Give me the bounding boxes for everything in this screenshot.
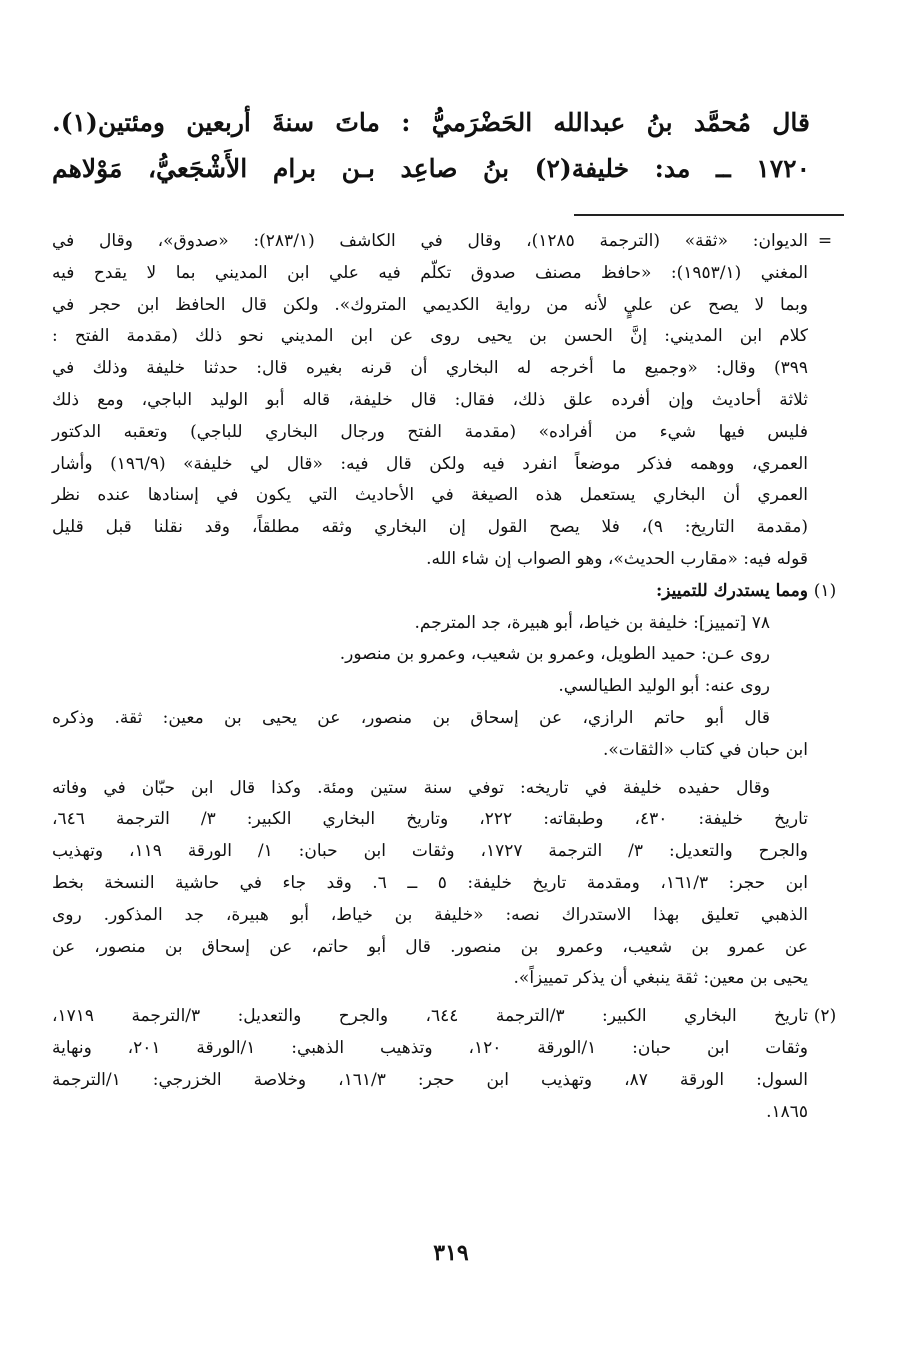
footnote-line: قوله فيه: «مقارب الحديث»، وهو الصواب إن شاء الله. xyxy=(426,548,808,569)
footnote-line: السول: الورقة ٨٧، وتهذيب ابن حجر: ١٦١/٣، وخلاصة الخزرجي: ١/الترجمة xyxy=(52,1069,809,1090)
tamyiz-entry-line: ٧٨ [تمييز]: خليفة بن خياط، أبو هبيرة، جد المترجم. xyxy=(414,612,770,633)
main-text-line: قال مُحمَّد بنُ عبدالله الحَضْرَميُّ : ماتَ سنةَ أربعين ومئتين(١). xyxy=(52,108,810,137)
footnote-line: كلام ابن المديني: إنَّ الحسن بن يحيى روى عن ابن المديني نحو ذلك (مقدمة الفتح : xyxy=(52,326,808,347)
footnotes-section xyxy=(52,226,842,1128)
footnote-line: العمري أن البخاري يستعمل هذه الصيغة في الأحاديث التي يكون في إسنادها عنده نظر xyxy=(52,485,808,506)
footnote-line: وبما لا يصح عن عليٍ لأنه من رواية الكديمي المتروك». ولكن قال الحافظ ابن حجر في xyxy=(52,294,808,315)
footnote-1 xyxy=(52,576,842,995)
footnote-line: العمري، ووهمه فذكر موضعاً انفرد فيه ولكن قال فيه: «قال لي خليفة» (١٩٦/٩) وأشار xyxy=(52,453,808,474)
footnote-line: (مقدمة التاريخ: ٩)، فلا يصح القول إن البخاري وثقه مطلقاً، وقد نقلنا قبل قليل xyxy=(52,517,808,538)
footnote-1-marker: (١) xyxy=(813,580,837,601)
footnote-continuation-body xyxy=(52,226,808,576)
footnote-2-body xyxy=(52,1001,808,1128)
footnote-line: ٣٩٩) وقال: «وجميع ما أخرجه له البخاري أن قرنه بغيره قال: حدثنا خليفة وذلك في xyxy=(52,358,808,379)
tamyiz-entry-line: روى عـن: حميد الطويل، وعمرو بن شعيب، وعمرو بن منصور. xyxy=(339,644,770,665)
main-text-line: ١٧٢٠ ــ مد: خليفة(٢) بنُ صاعِد بـن برام الأَشْجَعيُّ، مَوْلاهم xyxy=(52,154,811,183)
footnote-2-marker: (٢) xyxy=(813,1006,837,1027)
footnote-line: الديوان: «ثقة» (الترجمة ١٢٨٥)، وقال في الكاشف (٢٨٣/١): «صدوق»، وقال في xyxy=(52,231,809,251)
footnote-line: وثقات ابن حبان: ١/الورقة ١٢٠، وتذهيب الذهبي: ١/الورقة ٢٠١، ونهاية xyxy=(52,1037,808,1058)
main-text-block xyxy=(52,100,810,192)
footnote-2 xyxy=(52,1001,842,1128)
commentary-line: والجرح والتعديل: ٣/ الترجمة ١٧٢٧، وثقات ابن حبان: ١/ الورقة ١١٩، وتهذيب xyxy=(52,841,809,862)
commentary-line: ابن حجر: ١٦١/٣، ومقدمة تاريخ خليفة: ٥ ــ ٦. وقد جاء في حاشية النسخة بخط xyxy=(52,872,809,893)
tamyiz-entry-line: ابن حبان في كتاب «الثقات». xyxy=(602,739,808,760)
footnote-line: تاريخ البخاري الكبير: ٣/الترجمة ٦٤٤، والجرح والتعديل: ٣/الترجمة ١٧١٩، xyxy=(52,1006,808,1027)
commentary-line: عن عمرو بن شعيب، وعمرو بن منصور. قال أبو حاتم، عن إسحاق بن منصور، عن xyxy=(52,936,808,957)
footnote-continuation xyxy=(52,226,842,576)
footnote-line: المغني (١٩٥٣/١): «حافظ مصنف صدوق تكلّم فيه علي ابن المديني بما لا يقدح فيه xyxy=(52,262,808,283)
commentary-line: يحيى بن معين: ثقة ينبغي أن يذكر تمييزاً». xyxy=(513,968,808,989)
commentary-line: الذهبي تعليق بهذا الاستدراك نصه: «خليفة بن خياط، أبو هبيرة، جد المذكور. روى xyxy=(52,904,808,925)
tamyiz-entry-line: قال أبو حاتم الرازي، عن إسحاق بن منصور، عن يحيى بن معين: ثقة. وذكره xyxy=(52,707,770,728)
footnote-1-heading: ومما يستدرك للتمييز: xyxy=(655,580,808,601)
tamyiz-entry-line: روى عنه: أبو الوليد الطيالسي. xyxy=(558,676,770,697)
footnote-line: ثلاثة أحاديث وإن أفرده علق ذلك، فقال: قال خليفة، قاله أبو الوليد الباجي، ومع ذلك xyxy=(52,389,808,410)
page-number: ٣١٩ xyxy=(433,1240,469,1266)
footnote-1-body xyxy=(52,576,808,995)
continuation-marker: = xyxy=(817,231,833,251)
commentary-line: وقال حفيده خليفة في تاريخه: توفي سنة ستين ومئة. وكذا قال ابن حبّان في وفاته xyxy=(52,777,770,798)
footnote-line: ١٨٦٥. xyxy=(766,1101,808,1122)
footnote-line: فليس فيها شيء من أفراده» (مقدمة الفتح ورجال البخاري للباجي) وتعقبه الدكتور xyxy=(52,421,808,442)
tamyiz-entry xyxy=(52,608,808,703)
commentary-line: تاريخ خليفة: ٤٣٠، وطبقاته: ٢٢٢، وتاريخ البخاري الكبير: ٣/ الترجمة ٦٤٦، xyxy=(52,809,808,830)
footnote-separator xyxy=(574,214,844,216)
